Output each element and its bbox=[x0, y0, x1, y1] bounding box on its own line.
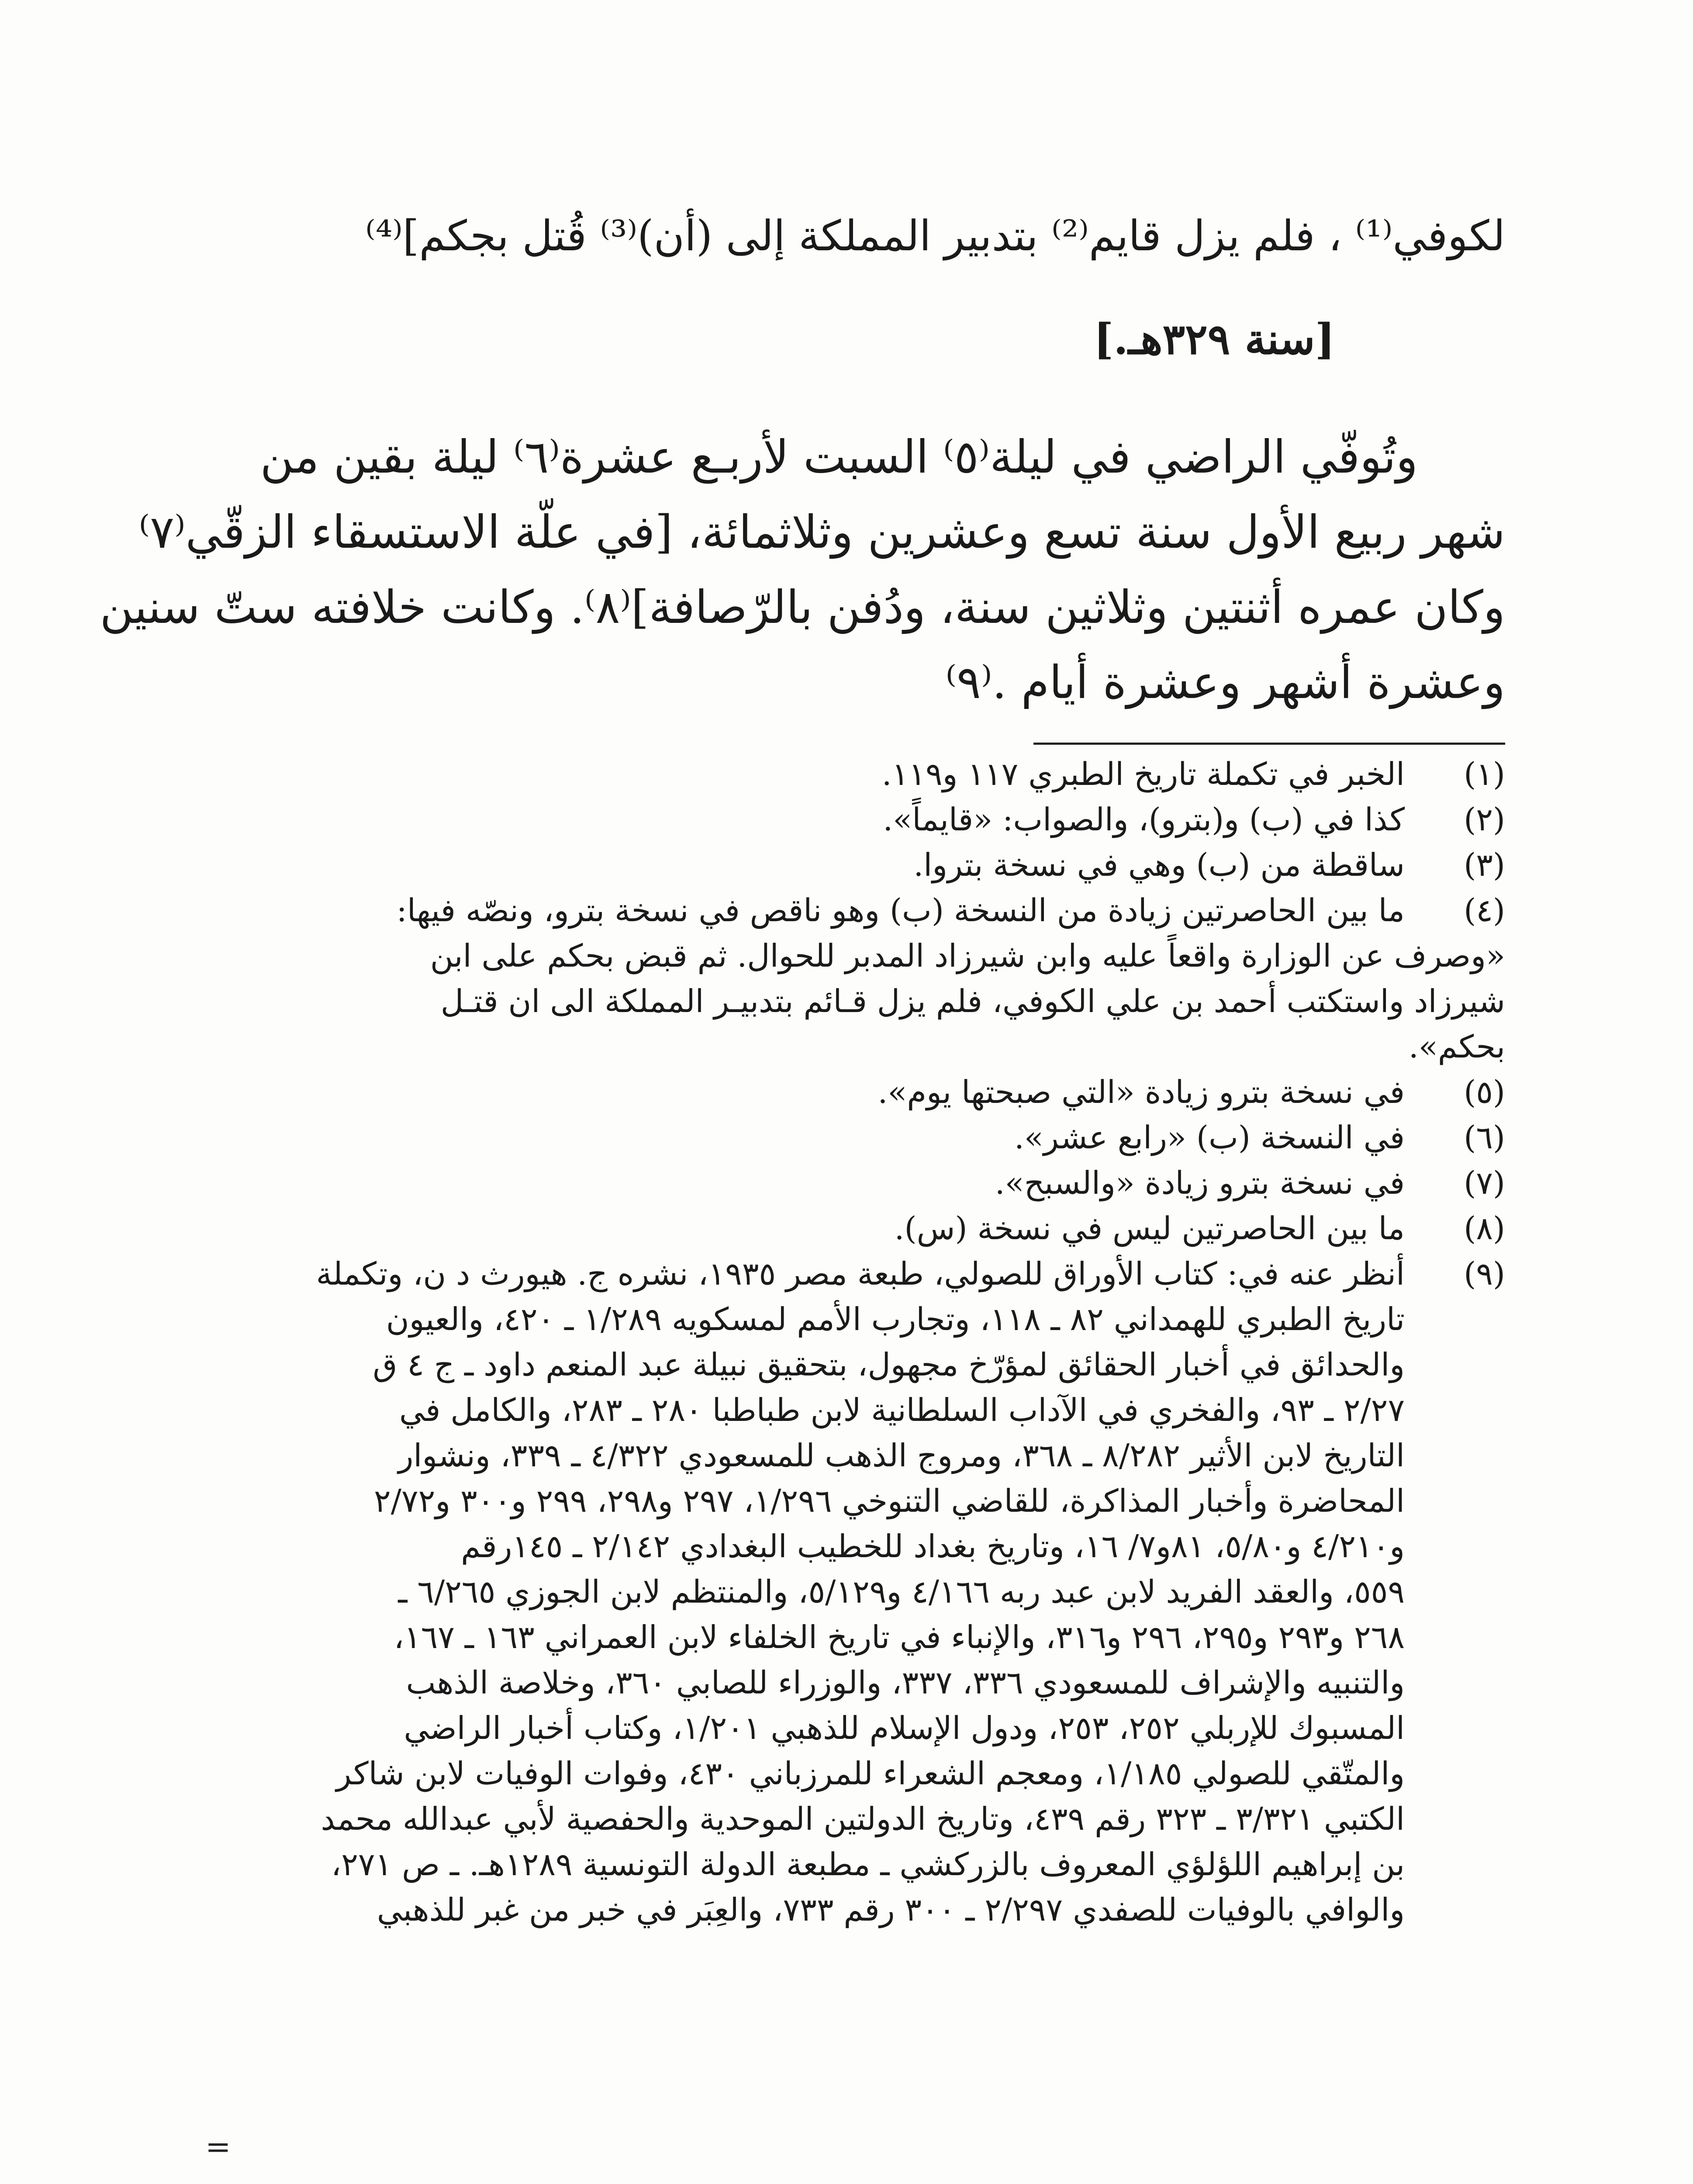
footnote-text: بن إبراهيم اللؤلؤي المعروف بالزركشي ـ مطبعة الدولة التونسية ١٢٨٩هـ. ـ ص ٢٧١، bbox=[331, 1846, 1405, 1883]
footnote-number: (٨) bbox=[1464, 1210, 1505, 1247]
footnote-number: (١) bbox=[1464, 756, 1505, 792]
footnote-text: ٢/٢٧ ـ ٩٣، والفخري في الآداب السلطانية لابن طباطبا ٢٨٠ ـ ٢٨٣، والكامل في bbox=[399, 1392, 1405, 1428]
footnote-2 bbox=[195, 797, 1505, 842]
footnote-4-quote bbox=[195, 933, 1505, 1069]
paragraph-line: وكان عمره أثنتين وثلاثين سنة، ودُفن بالرّصافة]⁽٨⁾. وكانت خلافته ستّ سنين bbox=[100, 581, 1505, 634]
footnote-text: أنظر عنه في: كتاب الأوراق للصولي، طبعة مصر ١٩٣٥، نشره ج. هيورث د ن، وتكملة bbox=[316, 1255, 1405, 1292]
footnote-text: في نسخة بترو زيادة «والسبح». bbox=[995, 1165, 1405, 1201]
footnote-6 bbox=[195, 1115, 1505, 1160]
footnote-text: الخبر في تكملة تاريخ الطبري ١١٧ و١١٩. bbox=[881, 756, 1405, 792]
footnote-4 bbox=[195, 888, 1505, 933]
footnote-number: (٢) bbox=[1464, 801, 1505, 838]
paragraph-line: شهر ربيع الأول سنة تسع وعشرين وثلاثمائة، [في علّة الاستسقاء الزقّي⁽٧⁾ bbox=[138, 505, 1505, 559]
footnote-text: ٥٥٩، والعقد الفريد لابن عبد ربه ٤/١٦٦ و٥/١٢٩، والمنتظم لابن الجوزي ٦/٢٦٥ ـ bbox=[398, 1573, 1405, 1610]
footnote-number: (٥) bbox=[1464, 1074, 1505, 1110]
footnote-number: (٤) bbox=[1464, 892, 1505, 929]
footnote-number: (٣) bbox=[1464, 847, 1505, 883]
footnote-text: المحاضرة وأخبار المذاكرة، للقاضي التنوخي ١/٢٩٦، ٢٩٧ و٢٩٨، ٢٩٩ و٣٠٠ و٢/٧٢ bbox=[374, 1482, 1405, 1519]
continuation-line: لكوفي⁽¹⁾ ، فلم يزل قايم⁽²⁾ بتدبير المملكة إلى (أن)⁽³⁾ قُتل بجكم]⁽⁴⁾ bbox=[365, 211, 1505, 260]
footnotes-section bbox=[195, 751, 1505, 1932]
footnote-7 bbox=[195, 1160, 1505, 1206]
footnote-text: ساقطة من (ب) وهي في نسخة بتروا. bbox=[913, 847, 1405, 883]
footnote-3 bbox=[195, 842, 1505, 888]
quote-line: شيرزاد واستكتب أحمد بن علي الكوفي، فلم يزل قـائم بتدبيـر المملكة الى ان قتـل bbox=[440, 983, 1505, 1019]
footnote-text: الكتبي ٣/٣٢١ ـ ٣٢٣ رقم ٤٣٩، وتاريخ الدولتين الموحدية والحفصية لأبي عبدالله محمد bbox=[321, 1800, 1405, 1837]
footnote-text: المسبوك للإربلي ٢٥٢، ٢٥٣، ودول الإسلام للذهبي ١/٢٠١، وكتاب أخبار الراضي bbox=[404, 1710, 1405, 1746]
footnote-text: ٢٦٨ و٢٩٣ و٢٩٥، ٢٩٦ و٣١٦، والإنباء في تاريخ الخلفاء لابن العمراني ١٦٣ ـ ١٦٧، bbox=[394, 1619, 1405, 1655]
footnote-text: في نسخة بترو زيادة «التي صبحتها يوم». bbox=[878, 1074, 1405, 1110]
main-paragraph bbox=[100, 419, 1505, 720]
footnote-text: كذا في (ب) و(بترو)، والصواب: «قايماً». bbox=[883, 801, 1405, 838]
continuation-mark: = bbox=[205, 2129, 231, 2165]
footnote-text: في النسخة (ب) «رابع عشر». bbox=[1014, 1119, 1405, 1156]
footnote-number: (٩) bbox=[1464, 1255, 1505, 1292]
footnote-text: ما بين الحاصرتين ليس في نسخة (س). bbox=[894, 1210, 1405, 1247]
footnote-text: والوافي بالوفيات للصفدي ٢/٢٩٧ ـ ٣٠٠ رقم ٧٣٣، والعِبَر في خبر من غبر للذهبي bbox=[377, 1891, 1405, 1928]
quote-line: «وصرف عن الوزارة واقعاً عليه وابن شيرزاد المدبر للحوال. ثم قبض بحكم على ابن bbox=[430, 937, 1505, 974]
footnote-number: (٧) bbox=[1464, 1165, 1505, 1201]
footnote-5 bbox=[195, 1069, 1505, 1115]
footnote-8 bbox=[195, 1206, 1505, 1251]
footnote-text: والمتّقي للصولي ١/١٨٥، ومعجم الشعراء للمرزباني ٤٣٠، وفوات الوفيات لابن شاكر bbox=[336, 1755, 1405, 1792]
quote-line: بحكم». bbox=[1408, 1028, 1505, 1065]
footnote-9 bbox=[195, 1251, 1505, 1932]
footnote-number: (٦) bbox=[1464, 1119, 1505, 1156]
footnote-text: و٤/٢١٠ و٥/٨٠، ٨١و٧/ ١٦، وتاريخ بغداد للخطيب البغدادي ٢/١٤٢ ـ ١٤٥رقم bbox=[461, 1528, 1405, 1565]
footnote-text: تاريخ الطبري للهمداني ٨٢ ـ ١١٨، وتجارب الأمم لمسكويه ١/٢٨٩ ـ ٤٢٠، والعيون bbox=[386, 1301, 1405, 1337]
paragraph-line: وتُوفّي الراضي في ليلة⁽٥⁾ السبت لأربـع عشرة⁽٦⁾ ليلة بقين من bbox=[260, 430, 1418, 484]
footnote-text: والتنبيه والإشراف للمسعودي ٣٣٦، ٣٣٧، والوزراء للصابي ٣٦٠، وخلاصة الذهب bbox=[406, 1664, 1405, 1701]
footnote-1 bbox=[195, 751, 1505, 797]
footnote-text: ما بين الحاصرتين زيادة من النسخة (ب) وهو ناقص في نسخة بترو، ونصّه فيها: bbox=[396, 892, 1405, 929]
paragraph-line: وعشرة أشهر وعشرة أيام .⁽٩⁾ bbox=[945, 656, 1505, 709]
footnote-text: التاريخ لابن الأثير ٨/٢٨٢ ـ ٣٦٨، ومروج الذهب للمسعودي ٤/٣٢٢ ـ ٣٣٩، ونشوار bbox=[398, 1437, 1405, 1474]
year-heading: [سنة ٣٢٩هـ.] bbox=[1094, 314, 1335, 364]
footnote-text: والحدائق في أخبار الحقائق لمؤرّخ مجهول، بتحقيق نبيلة عبد المنعم داود ـ ج ٤ ق bbox=[373, 1346, 1405, 1383]
footnote-divider bbox=[1033, 743, 1505, 745]
